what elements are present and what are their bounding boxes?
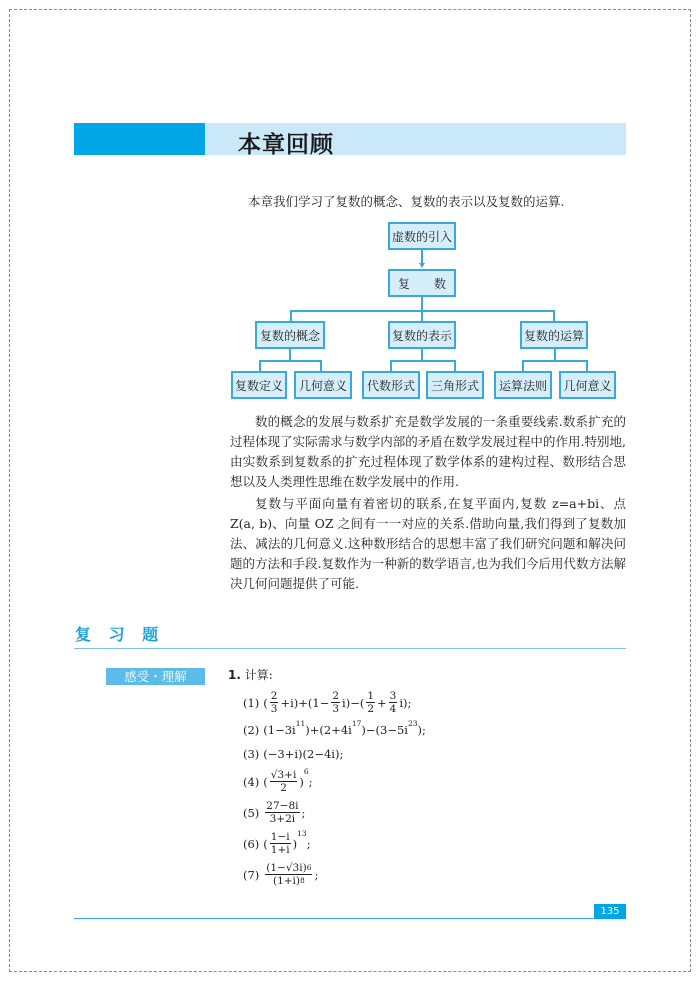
problem-header (228, 667, 273, 683)
connector (553, 310, 555, 321)
exponent: 13 (297, 829, 307, 838)
math-text: 4 (389, 703, 397, 715)
connector (390, 360, 392, 371)
math-text: 3 (389, 690, 397, 702)
fraction (270, 690, 279, 715)
denominator (280, 782, 287, 794)
math-text: )+(2+4i (305, 723, 352, 737)
numerator (265, 862, 312, 875)
exercise-item (243, 745, 426, 763)
math-text: i); (399, 695, 412, 710)
fraction (270, 831, 291, 856)
item-label: (5) (243, 805, 260, 820)
fraction (389, 690, 398, 715)
item-label: (4) (243, 774, 260, 789)
flow-algebraic-form: 代数形式 (362, 371, 420, 399)
flow-rules: 运算法则 (494, 371, 552, 399)
item-label: (1) (243, 695, 260, 710)
exponent: 6 (306, 863, 312, 872)
denominator (270, 813, 296, 825)
problem-number: 1. (228, 668, 241, 682)
fraction (270, 769, 298, 794)
numerator (270, 690, 279, 703)
review-heading: 复 习 题 (75, 625, 165, 644)
connector (522, 360, 587, 362)
paragraph: 复数与平面向量有着密切的联系,在复平面内,复数 z=a+bi、点 Z(a, b)、向量 OZ 之间有一一对应的关系.借助向量,我们得到了复数加法、减法的几何意义.这种数形结合的思想丰富了我们研究问题和解决问题的方法和手段.复数作为一种新的数学语言,也为我们今后用代数方法解决几何问题提供了可能. (230, 496, 626, 591)
connector (259, 360, 261, 371)
divider (74, 648, 626, 649)
exponent: 17 (351, 719, 362, 728)
exponent: 8 (300, 876, 305, 885)
fraction (366, 690, 375, 715)
math-text: ; (314, 867, 319, 882)
connector (421, 297, 423, 311)
flow-operations: 复数的运算 (520, 321, 588, 349)
denominator (273, 875, 305, 887)
fraction (265, 862, 312, 887)
flow-geometric-meaning-2: 几何意义 (559, 371, 616, 399)
math-text: 3 (270, 703, 278, 715)
item-label: (3) (243, 747, 260, 761)
math-text: 2 (367, 703, 375, 715)
item-label: (7) (243, 867, 260, 882)
numerator (389, 690, 398, 703)
math-text: 1 (367, 690, 375, 702)
math-text: +i)+(1− (280, 695, 330, 710)
flow-concept: 复数的概念 (255, 321, 325, 349)
connector (421, 250, 423, 264)
exercise-item (243, 721, 426, 739)
math-text: 2 (280, 782, 287, 794)
connector (390, 360, 455, 362)
math-text: (1−3i (263, 723, 296, 737)
math-text: ( (263, 774, 268, 789)
connector (522, 360, 524, 371)
math-text: ) (299, 774, 304, 789)
numerator (270, 831, 291, 844)
fraction (331, 690, 340, 715)
exponent: 11 (295, 719, 306, 728)
footer-line (74, 918, 594, 919)
math-text: ; (306, 836, 311, 851)
math-text: ; (301, 805, 306, 820)
numerator (366, 690, 375, 703)
connector (259, 360, 321, 362)
math-text: ( (263, 836, 268, 851)
problem-title: 计算: (244, 668, 273, 682)
math-text: )−(3−5i (361, 723, 408, 737)
math-text: + (377, 695, 387, 710)
category-badge: 感受・理解 (106, 668, 205, 685)
exercise-item (243, 800, 426, 825)
flow-center: 复 数 (388, 269, 456, 297)
math-text: ( (263, 695, 268, 710)
flow-definition: 复数定义 (231, 371, 287, 399)
exercise-item (243, 862, 426, 887)
section-title: 本章回顾 (238, 131, 334, 158)
math-text: 1+i (270, 844, 290, 856)
numerator (270, 769, 298, 782)
intro-text: 本章我们学习了复数的概念、复数的表示以及复数的运算. (248, 194, 565, 209)
math-text: 3+2i (269, 813, 296, 825)
numerator (265, 800, 299, 813)
connector (320, 360, 322, 371)
math-text: √3+i (270, 769, 297, 781)
math-text: (1−√3i) (266, 862, 307, 874)
flow-geometric-meaning: 几何意义 (294, 371, 352, 399)
numerator (331, 690, 340, 703)
arrow-icon (419, 263, 425, 268)
math-text: ); (417, 723, 426, 737)
denominator (271, 703, 278, 715)
math-text: 1−i (270, 831, 290, 843)
item-label: (6) (243, 836, 260, 851)
exercise-item (243, 690, 426, 715)
page-number: 135 (594, 904, 626, 919)
math-text: ; (308, 774, 313, 789)
denominator (271, 844, 290, 856)
denominator (332, 703, 339, 715)
math-text: 2 (270, 690, 278, 702)
exponent: 6 (303, 767, 309, 776)
denominator (390, 703, 397, 715)
math-text: 27−8i (266, 800, 299, 812)
summary-text (230, 412, 626, 594)
connector (586, 360, 588, 371)
paragraph: 数的概念的发展与数系扩充是数学发展的一条重要线索.数系扩充的过程体现了实际需求与数学内部的矛盾在数学发展过程中的作用.特别地,由实数系到复数系的扩充过程体现了数学体系的建构过程、数形结合思想以及人类理性思维在数学发展中的作用. (230, 414, 626, 489)
connector (454, 360, 456, 371)
header-band-accent (74, 123, 205, 155)
math-text: 2 (332, 690, 340, 702)
math-text: 3 (332, 703, 340, 715)
denominator (367, 703, 374, 715)
fraction (265, 800, 299, 825)
math-text: i)−( (342, 695, 365, 710)
exercise-item (243, 769, 426, 794)
math-text: (−3+i)(2−4i); (263, 747, 344, 761)
exercise-list (243, 690, 426, 887)
exercise-item (243, 831, 426, 856)
item-label: (2) (243, 723, 260, 737)
flow-root: 虚数的引入 (388, 222, 456, 250)
flow-representation: 复数的表示 (388, 321, 456, 349)
exponent: 23 (407, 719, 418, 728)
math-text: ) (292, 836, 298, 851)
math-text: (1+i) (272, 875, 301, 887)
connector (290, 310, 292, 321)
flow-trig-form: 三角形式 (426, 371, 484, 399)
connector (421, 310, 423, 321)
